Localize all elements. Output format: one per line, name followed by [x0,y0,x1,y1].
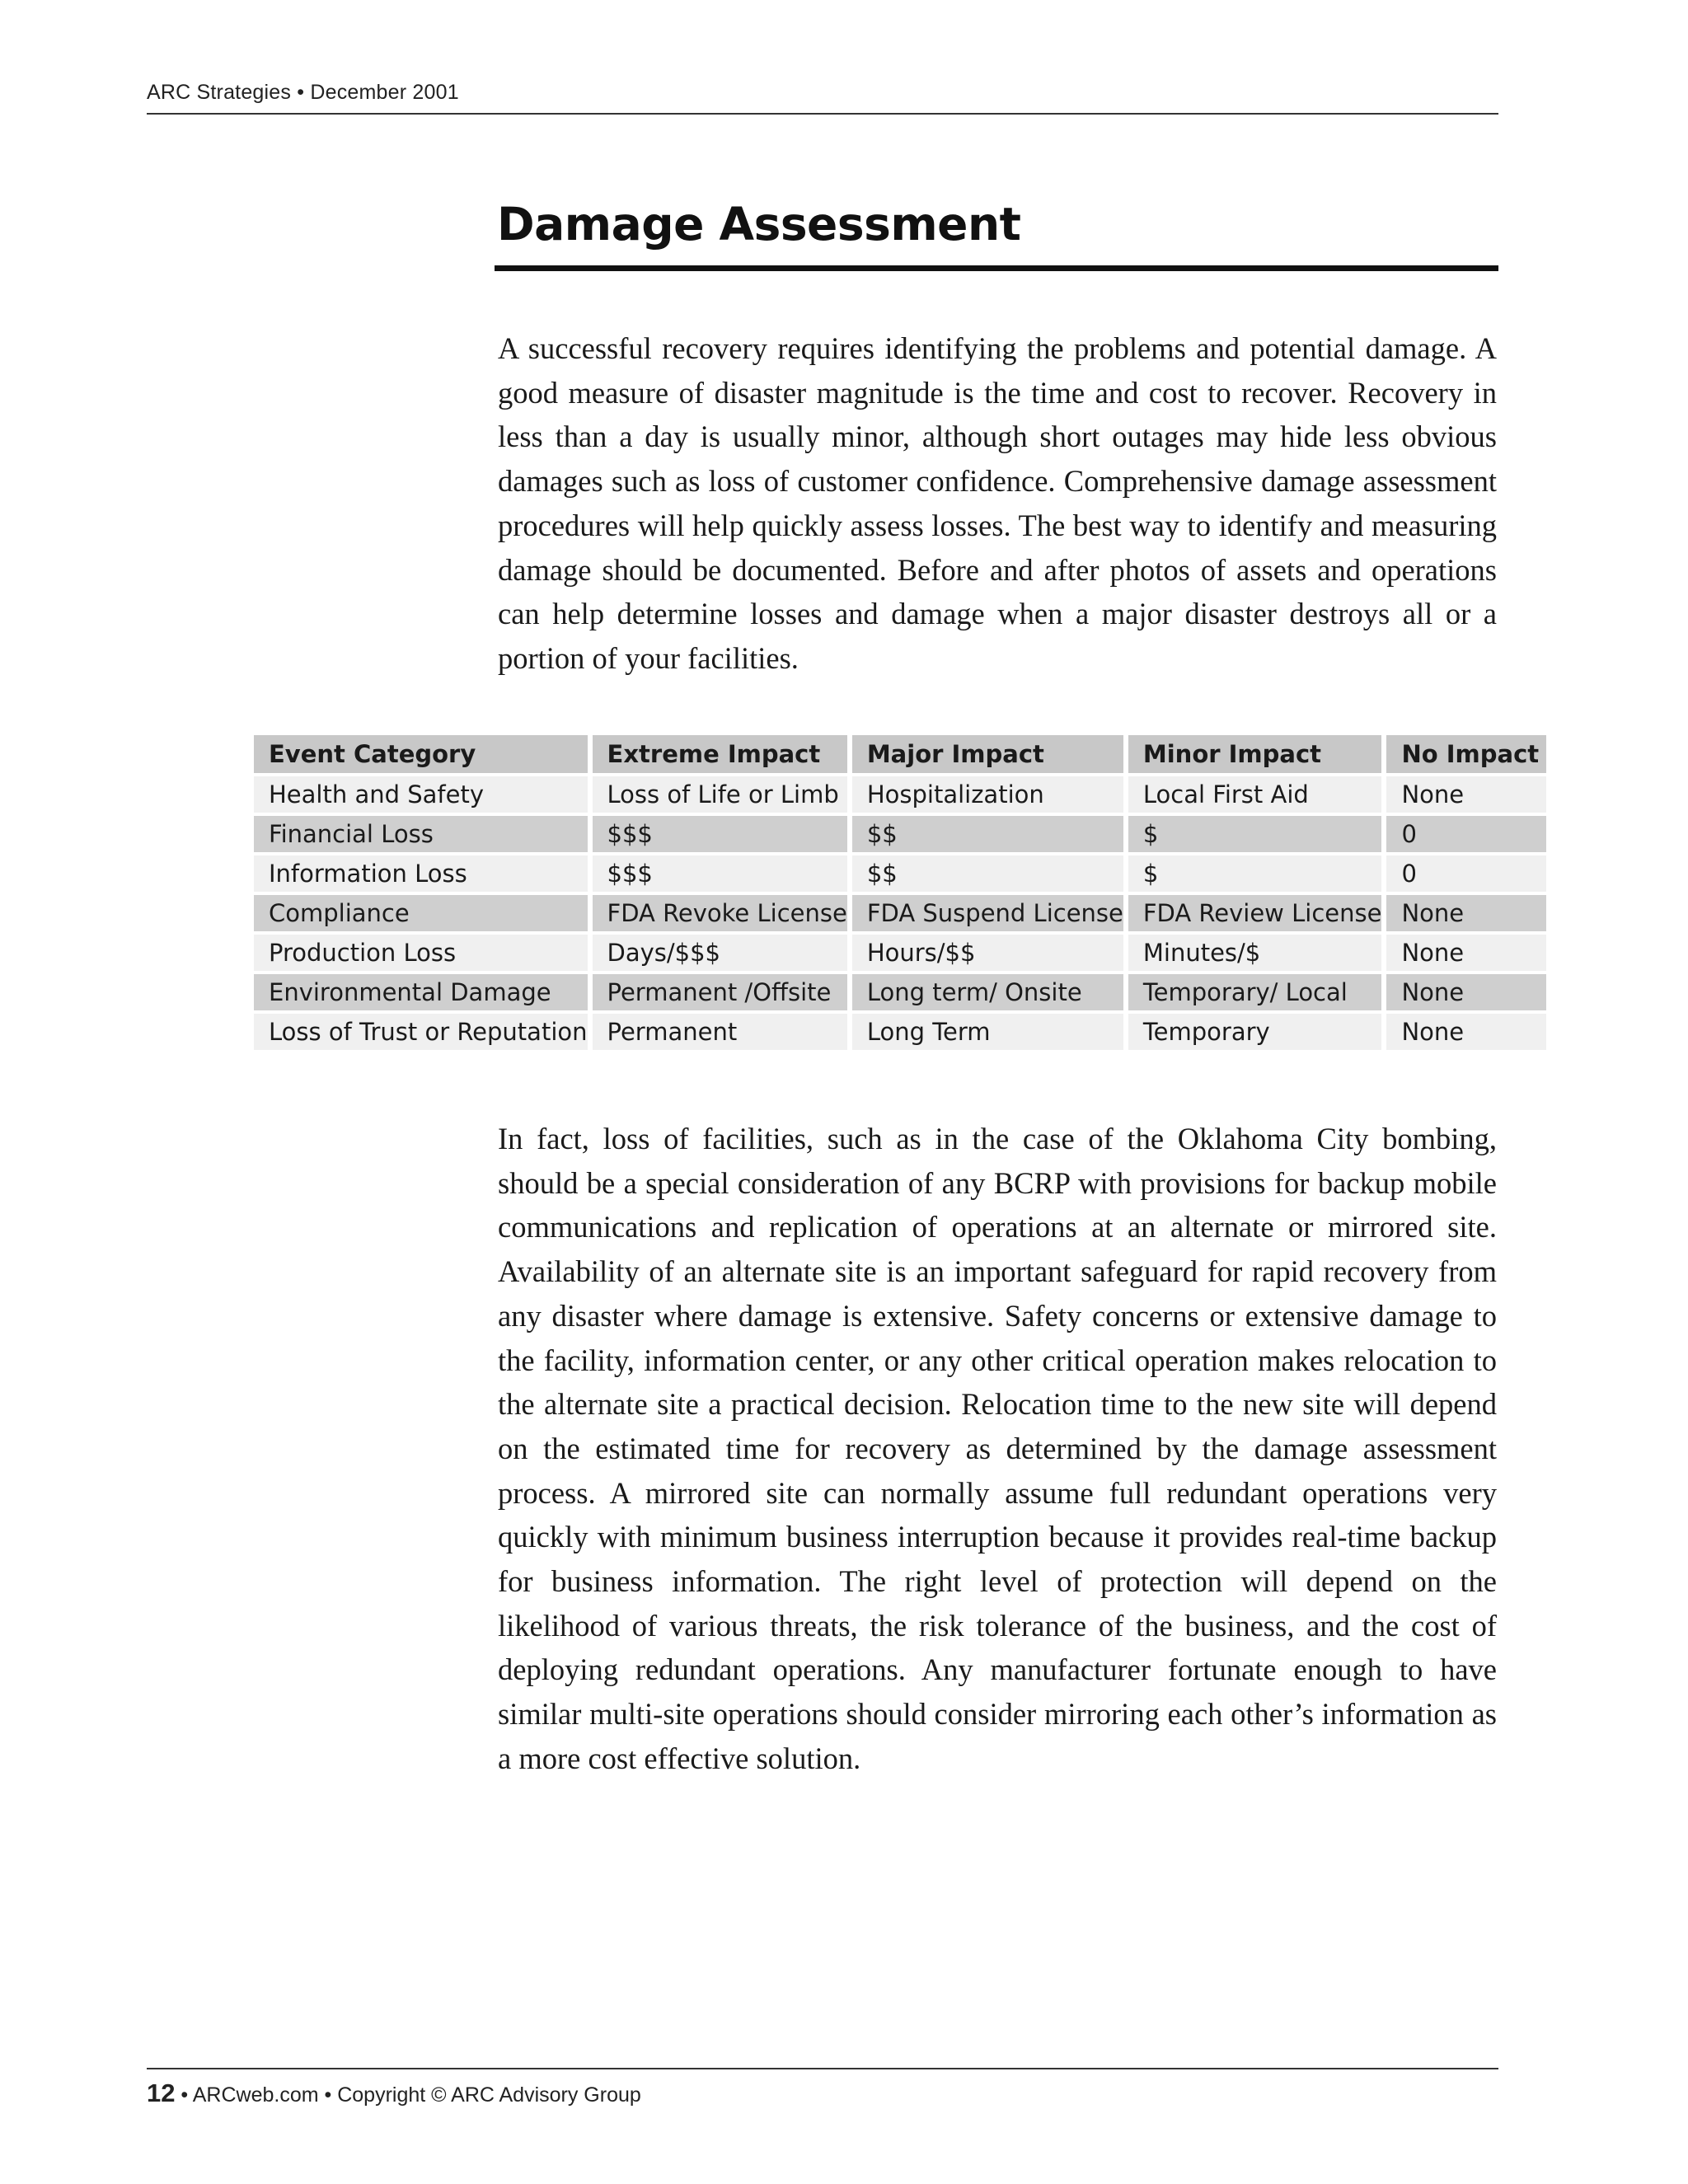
table-cell: FDA Revoke License [593,895,847,931]
table-cell: None [1386,776,1546,813]
table-cell: $$ [852,816,1123,852]
table-cell: Temporary [1128,1014,1382,1050]
table-cell: None [1386,895,1546,931]
table-row [254,1014,1546,1050]
table-cell: Local First Aid [1128,776,1382,813]
table-cell: $$ [852,855,1123,892]
table-cell: Days/$$$ [593,935,847,971]
column-header: Event Category [254,735,588,773]
impact-table [249,732,1551,1053]
running-head: ARC Strategies • December 2001 [147,81,459,104]
column-header: Major Impact [852,735,1123,773]
table-cell: Compliance [254,895,588,931]
table-cell: None [1386,935,1546,971]
table-cell: Loss of Life or Limb [593,776,847,813]
table-row [254,895,1546,931]
table-cell: Permanent [593,1014,847,1050]
table-cell: 0 [1386,855,1546,892]
table-row [254,816,1546,852]
table-cell: Long Term [852,1014,1123,1050]
table-cell: Production Loss [254,935,588,971]
facilities-paragraph: In fact, loss of facilities, such as in the case of the Oklahoma City bombing, should be a special consideration of any BCRP with provisions for backup mobile communications and replication of operations at an alternate or mirrored site. Availability of an alternate site is an important safeguard for rapid recovery from any disaster where damage is extensive. Safety concerns or extensive damage to the facility, information center, or any other critical operation makes relocation to the alternate site a practical decision. Relocation time to the new site will depend on the estimated time for recovery as determined by the damage assessment process. A mirrored site can normally assume full redundant operations very quickly with minimum business interruption because it provides real-time backup for business information. The right level of protection will depend on the likelihood of various threats, the risk tolerance of the business, and the cost of deploying redundant operations. Any manufacturer fortunate enough to have similar multi-site operations should consider mirroring each other’s information as a more cost effective solution. [498,1122,1497,1775]
table-cell: Long term/ Onsite [852,974,1123,1010]
table-cell: Information Loss [254,855,588,892]
page-title: Damage Assessment [497,198,1021,251]
table-row [254,935,1546,971]
table-cell: FDA Suspend License [852,895,1123,931]
table-cell: Loss of Trust or Reputation [254,1014,588,1050]
table-cell: Permanent /Offsite [593,974,847,1010]
footer-divider [147,2068,1498,2069]
table-header-row [254,735,1546,773]
table-row [254,974,1546,1010]
table-cell: Financial Loss [254,816,588,852]
table-row [254,855,1546,892]
table-row [254,776,1546,813]
header-divider [147,113,1498,115]
table-cell: $$$ [593,855,847,892]
column-header: Minor Impact [1128,735,1382,773]
column-header: Extreme Impact [593,735,847,773]
intro-paragraph: A successful recovery requires identifying the problems and potential damage. A good measure of disaster magnitude is the time and cost to recover. Recovery in less than a day is usually minor, although short outages may hide less obvious damages such as loss of customer confidence. Comprehensive damage assessment procedures will help quickly assess losses. The best way to identify and measuring damage should be documented. Before and after photos of assets and operations can help determine losses and damage when a major disaster destroys all or a portion of your facilities. [498,331,1497,675]
table-cell: 0 [1386,816,1546,852]
table-cell: Hours/$$ [852,935,1123,971]
table-cell: FDA Review License [1128,895,1382,931]
table-cell: $$$ [593,816,847,852]
table-cell: $ [1128,855,1382,892]
table-cell: Temporary/ Local [1128,974,1382,1010]
table-cell: $ [1128,816,1382,852]
title-underline [495,265,1498,271]
table-cell: Environmental Damage [254,974,588,1010]
table-cell: Health and Safety [254,776,588,813]
page-footer [147,2079,641,2108]
table-cell: Hospitalization [852,776,1123,813]
table-cell: None [1386,1014,1546,1050]
footer-text: • ARCweb.com • Copyright © ARC Advisory Group [175,2083,641,2107]
column-header: No Impact [1386,735,1546,773]
table-cell: Minutes/$ [1128,935,1382,971]
table-cell: None [1386,974,1546,1010]
page-number: 12 [147,2079,176,2107]
